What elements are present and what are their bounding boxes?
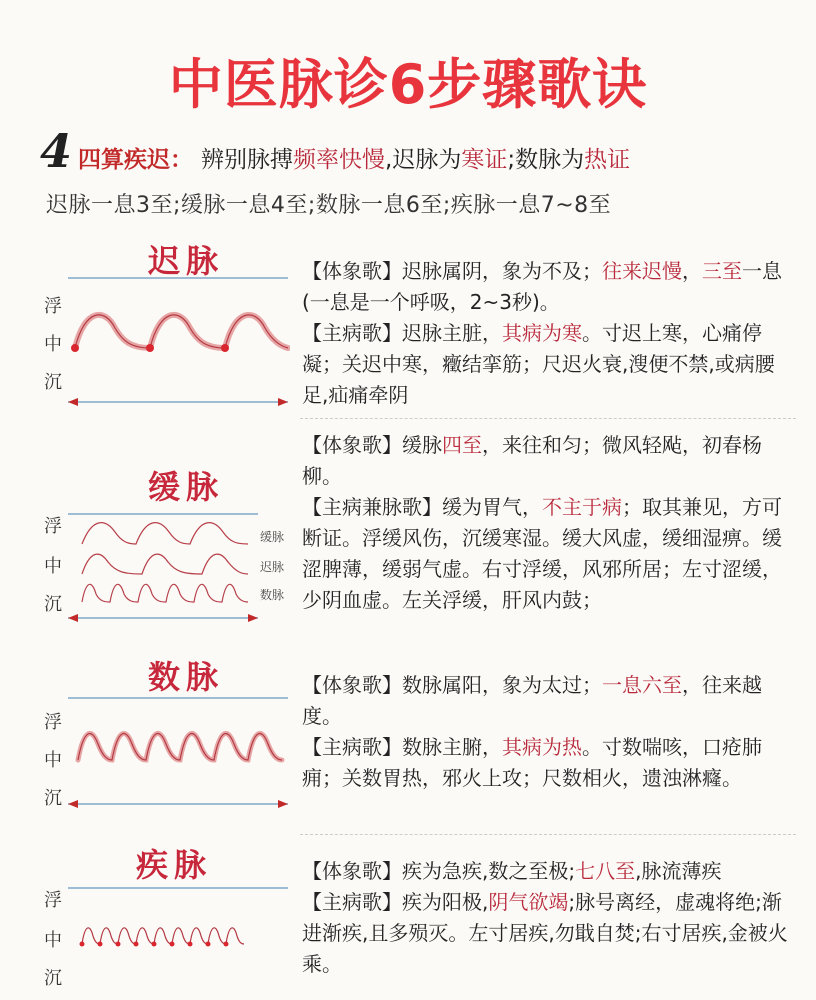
section-desc-mid2: ;数脉为 <box>507 147 585 173</box>
legend-shuo: 数脉 <box>260 588 285 602</box>
level-zhong: 中 <box>44 930 62 951</box>
level-fu: 浮 <box>44 296 62 317</box>
divider <box>300 834 796 835</box>
level-chen: 沉 <box>44 968 62 989</box>
ji-tixiang: 【体象歌】疾为急疾,数之至极;七八至,脉流薄疾 <box>302 859 722 883</box>
shuo-description <box>302 670 796 794</box>
divider <box>300 418 796 419</box>
huan-tixiang: 【体象歌】缓脉四至，来往和匀；微风轻飐，初春杨柳。 <box>302 433 762 488</box>
pulse-name-huan: 缓脉 <box>148 468 225 506</box>
shuo-zhubing: 【主病歌】数脉主腑，其病为热。寸数喘咳，口疮肺痈；关数胃热，邪火上攻；尺数相火，遗浊淋癃。 <box>302 735 762 790</box>
level-chen: 沉 <box>44 372 62 393</box>
legend-huan: 缓脉 <box>260 530 285 544</box>
chi-pulse-diagram <box>60 268 290 418</box>
huan-pulse-diagram <box>60 504 260 624</box>
huan-zhubing: 【主病兼脉歌】缓为胃气，不主于病；取其兼见，方可断证。浮缓风伤，沉缓寒湿。缓大风虚，缓细湿痹。缓涩脾薄，缓弱气虚。右寸浮缓，风邪所居；左寸涩缓，少阴血虚。左关浮缓，肝风内鼓； <box>302 495 782 612</box>
section-label: 四算疾迟： <box>78 147 194 173</box>
section-desc-mid: ,迟脉为 <box>385 147 462 173</box>
level-fu: 浮 <box>44 516 62 537</box>
pulse-name-ji: 疾脉 <box>136 846 213 884</box>
huan-description <box>302 430 796 616</box>
section-desc-red2: 寒证 <box>461 147 508 173</box>
level-fu: 浮 <box>44 890 62 911</box>
shuo-pulse-diagram <box>60 688 290 818</box>
pulse-name-shuo: 数脉 <box>148 658 225 696</box>
section-header <box>40 124 631 178</box>
section-desc-pre: 辨别脉搏 <box>201 147 294 173</box>
chi-tixiang: 【体象歌】迟脉属阴，象为不及；往来迟慢，三至一息(一息是一个呼吸，2~3秒)。 <box>302 259 782 314</box>
chi-zhubing: 【主病歌】迟脉主脏，其病为寒。寸迟上寒，心痛停凝；关迟中寒，癥结挛筋；尺迟火衰,溲便不禁,或病腰足,疝痛牵阴 <box>302 321 775 407</box>
shuo-tixiang: 【体象歌】数脉属阳，象为太过；一息六至，往来越度。 <box>302 673 762 728</box>
level-zhong: 中 <box>44 556 62 577</box>
page-title: 中医脉诊6步骤歌诀 <box>168 53 648 116</box>
level-zhong: 中 <box>44 750 62 771</box>
level-chen: 沉 <box>44 788 62 809</box>
ji-zhubing: 【主病歌】疾为阳极,阴气欲竭;脉号离经，虚魂将绝;渐进渐疾,且多殒灭。左寸居疾,勿戢自焚;右寸居疾,金被火乘。 <box>302 890 788 976</box>
ji-description <box>302 856 796 980</box>
pulse-summary: 迟脉一息3至;缓脉一息4至;数脉一息6至;疾脉一息7~8至 <box>46 193 612 218</box>
section-number: 4 <box>40 124 73 178</box>
pulse-name-chi: 迟脉 <box>148 242 225 280</box>
level-chen: 沉 <box>44 594 62 615</box>
level-zhong: 中 <box>44 334 62 355</box>
level-fu: 浮 <box>44 712 62 733</box>
chi-description <box>302 256 796 411</box>
section-desc-red3: 热证 <box>584 147 631 173</box>
ji-pulse-diagram <box>60 880 290 980</box>
legend-chi: 迟脉 <box>260 560 285 574</box>
section-desc-red1: 频率快慢 <box>293 147 386 173</box>
